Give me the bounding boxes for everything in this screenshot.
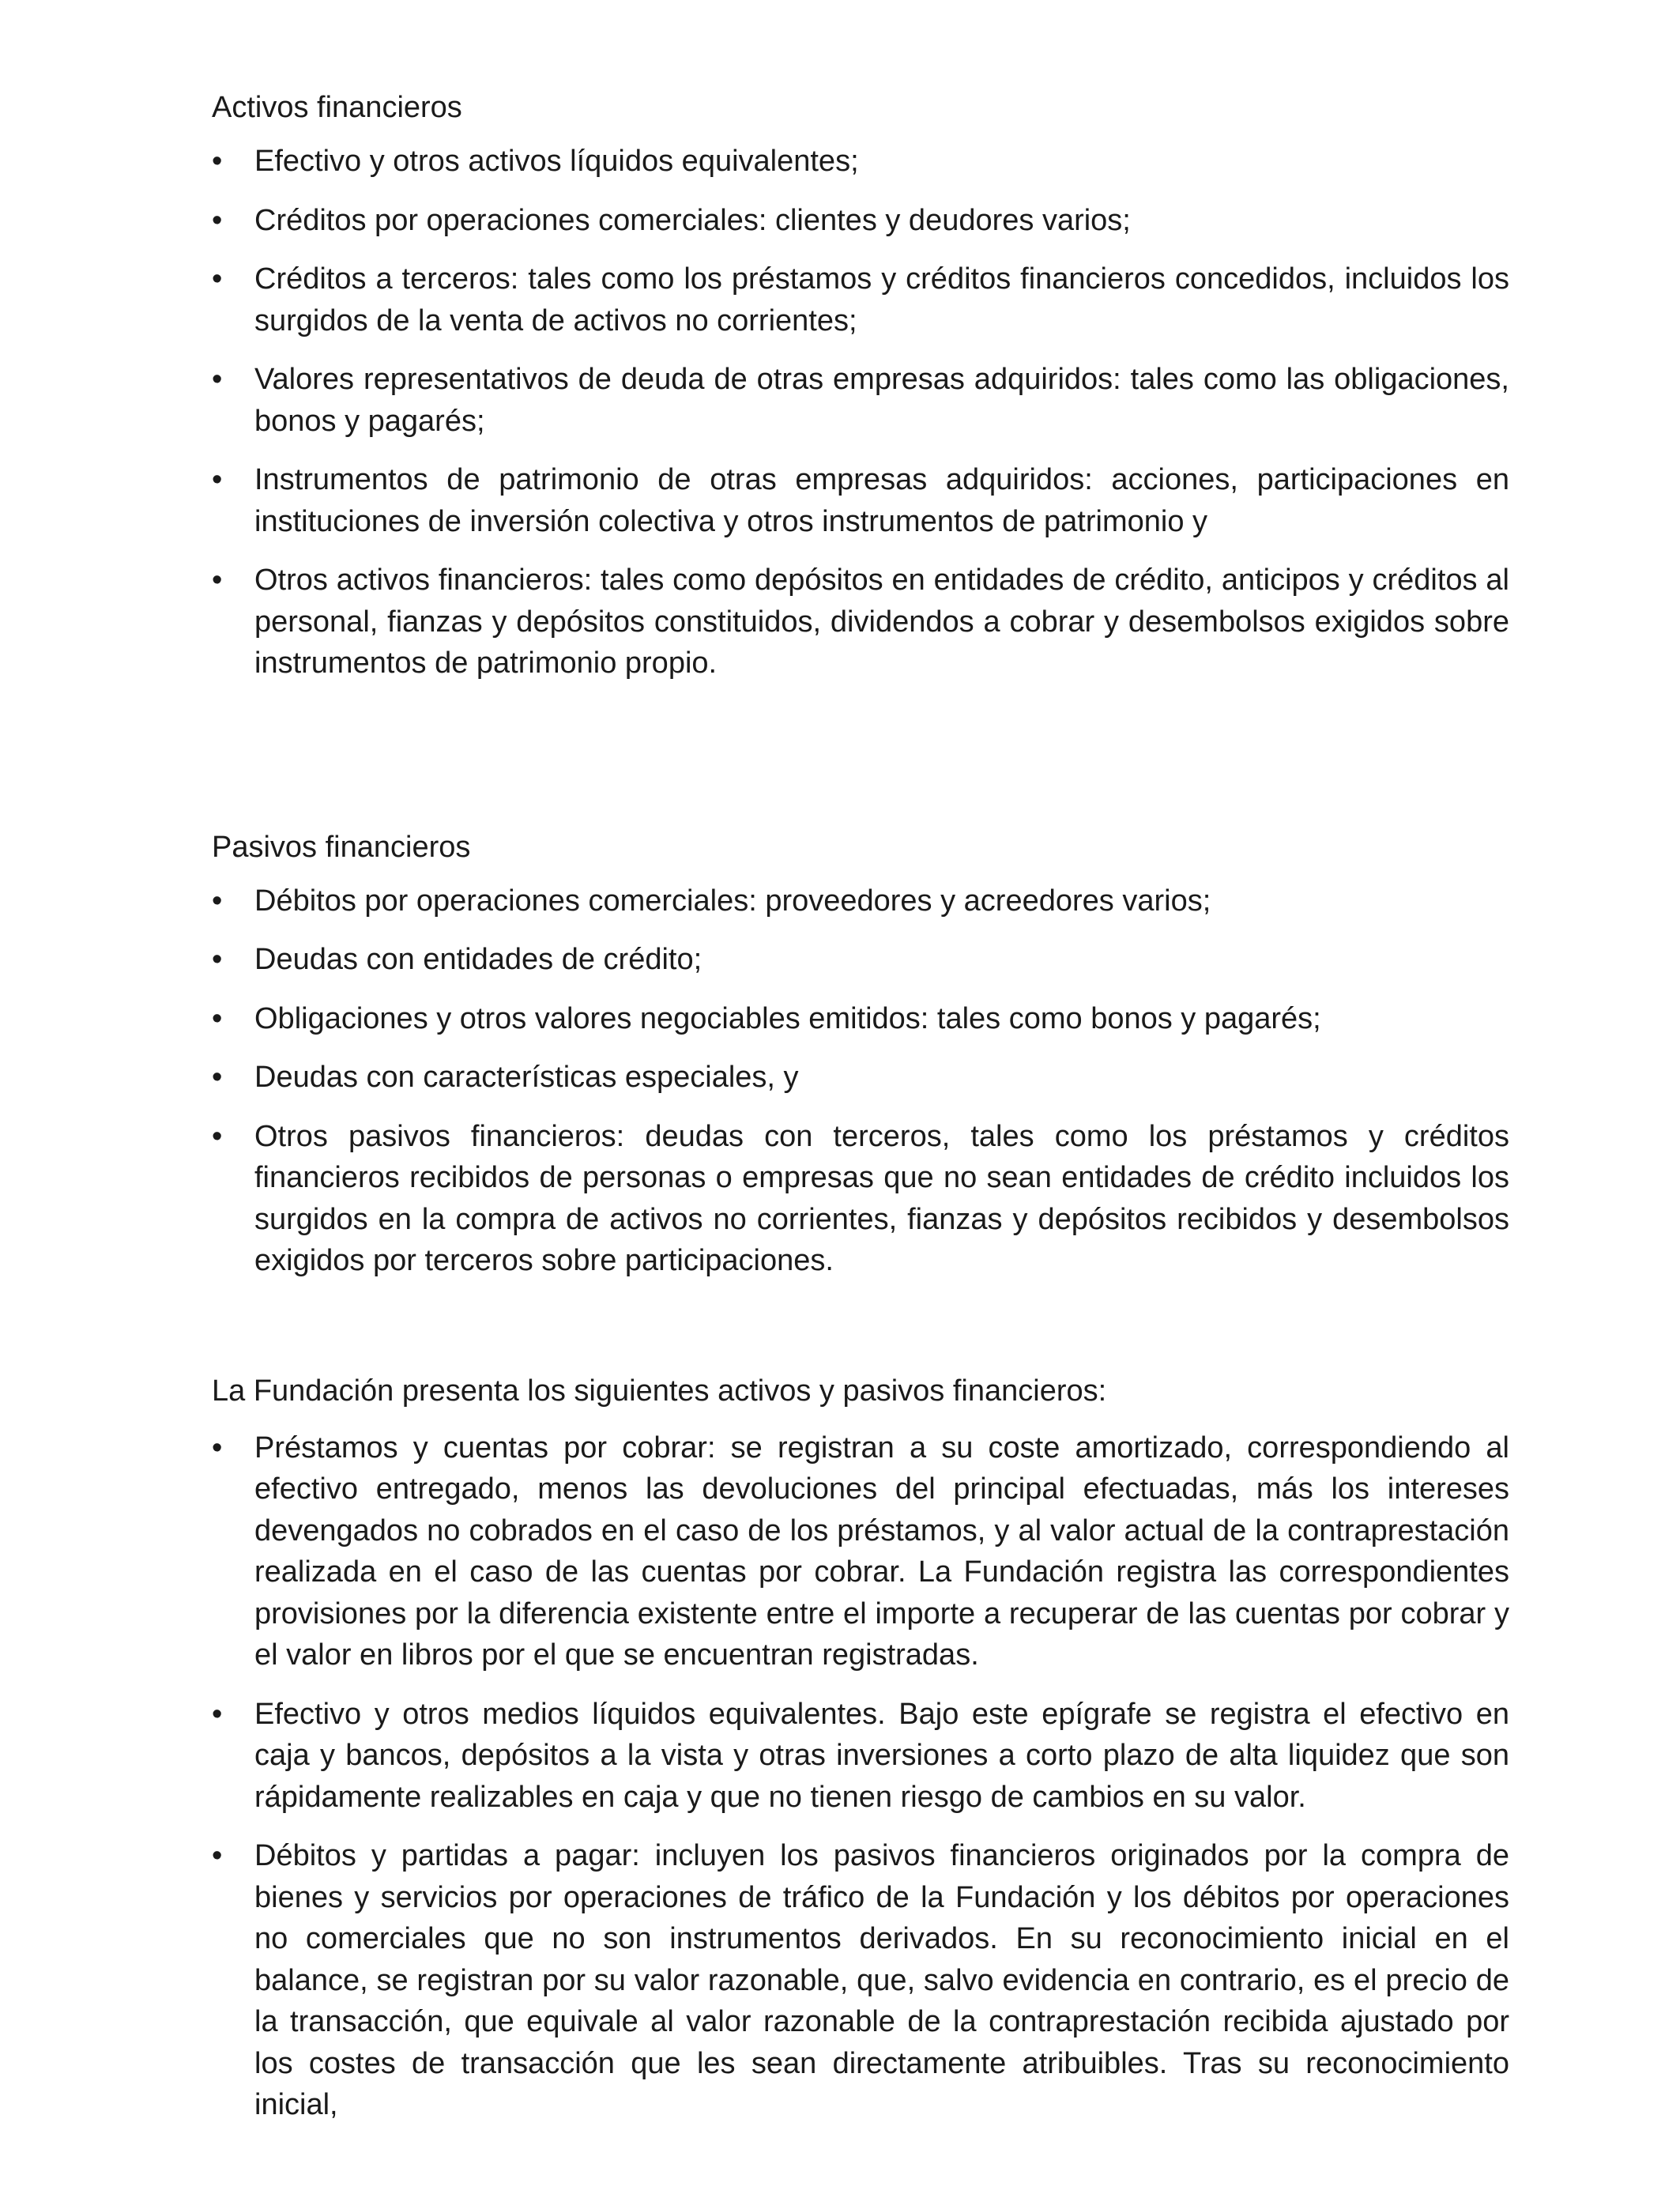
bullet-list [212, 141, 1509, 684]
bullet-icon: • [212, 1001, 223, 1035]
bullet-icon: • [212, 363, 223, 396]
section-heading: Activos financieros [212, 91, 462, 124]
list-item [212, 200, 1509, 242]
section-fundacion [212, 1370, 1509, 2126]
list-item-text: Efectivo y otros activos líquidos equivalentes; [254, 145, 859, 178]
bullet-icon: • [212, 463, 223, 496]
list-item-text: Débitos y partidas a pagar: incluyen los pasivos financieros originados por la compra de bienes y servicios por operaciones de tráfico de la Fundación y los débitos por operaciones no comerciales que no son instrumentos derivados. En su reconocimiento inicial en el balance, se registran por su valor razonable, que, salvo evidencia en contrario, es el precio de la transacción, que equivale al valor razonable de la contraprestación recibida ajustado por los costes de transacción que les sean directamente atribuibles. Tras su reconocimiento inicial, [254, 1839, 1509, 2121]
section-heading: Pasivos financieros [212, 830, 471, 864]
bullet-icon: • [212, 1697, 223, 1731]
bullet-icon: • [212, 145, 223, 178]
list-item-text: Deudas con entidades de crédito; [254, 943, 703, 976]
section-activos-financieros [212, 87, 1509, 684]
list-item [212, 1835, 1509, 2126]
bullet-icon: • [212, 564, 223, 597]
list-item [212, 1427, 1509, 1676]
section-pasivos-financieros [212, 827, 1509, 1282]
list-item-text: Otros activos financieros: tales como depósitos en entidades de crédito, anticipos y créditos al personal, fianzas y depósitos constituidos, dividendos a cobrar y desembolsos exigidos sobre instrumentos de patrimonio propio. [254, 564, 1509, 680]
list-item [212, 359, 1509, 442]
spacer [212, 1299, 1509, 1370]
list-item [212, 880, 1509, 922]
list-item [212, 1057, 1509, 1099]
list-item-text: Obligaciones y otros valores negociables emitidos: tales como bonos y pagarés; [254, 1001, 1321, 1035]
bullet-icon: • [212, 262, 223, 296]
list-item-text: Instrumentos de patrimonio de otras empresas adquiridos: acciones, participaciones en instituciones de inversión colectiva y otros instrumentos de patrimonio y [254, 463, 1509, 538]
list-item [212, 1694, 1509, 1819]
bullet-list [212, 1427, 1509, 2126]
bullet-icon: • [212, 943, 223, 976]
list-item [212, 1116, 1509, 1282]
bullet-list [212, 880, 1509, 1282]
list-item-text: Otros pasivos financieros: deudas con terceros, tales como los préstamos y créditos financieros recibidos de personas o empresas que no sean entidades de crédito incluidos los surgidos en la compra de activos no corrientes, fianzas y depósitos recibidos y desembolsos exigidos por terceros sobre participaciones. [254, 1119, 1509, 1277]
list-item [212, 998, 1509, 1040]
list-item [212, 141, 1509, 183]
bullet-icon: • [212, 1119, 223, 1153]
bullet-icon: • [212, 1839, 223, 1872]
list-item [212, 258, 1509, 341]
list-item [212, 560, 1509, 684]
list-item [212, 939, 1509, 981]
document-page [212, 87, 1509, 2143]
list-item-text: Créditos por operaciones comerciales: clientes y deudores varios; [254, 203, 1131, 237]
spacer [212, 702, 1509, 827]
bullet-icon: • [212, 1061, 223, 1094]
section-intro: La Fundación presenta los siguientes activos y pasivos financieros: [212, 1374, 1107, 1408]
bullet-icon: • [212, 884, 223, 918]
list-item-text: Débitos por operaciones comerciales: proveedores y acreedores varios; [254, 884, 1211, 918]
list-item-text: Préstamos y cuentas por cobrar: se registran a su coste amortizado, correspondiendo al efectivo entregado, menos las devoluciones del principal efectuadas, más los intereses devengados no cobrados en el caso de los préstamos, y al valor actual de la contraprestación realizada en el caso de las cuentas por cobrar. La Fundación registra las correspondientes provisiones por la diferencia existente entre el importe a recuperar de las cuentas por cobrar y el valor en libros por el que se encuentran registradas. [254, 1431, 1509, 1672]
list-item [212, 459, 1509, 542]
list-item-text: Valores representativos de deuda de otras empresas adquiridos: tales como las obligaciones, bonos y pagarés; [254, 363, 1509, 438]
list-item-text: Deudas con características especiales, y [254, 1061, 799, 1094]
list-item-text: Créditos a terceros: tales como los préstamos y créditos financieros concedidos, incluidos los surgidos de la venta de activos no corrientes; [254, 262, 1509, 337]
list-item-text: Efectivo y otros medios líquidos equivalentes. Bajo este epígrafe se registra el efectivo en caja y bancos, depósitos a la vista y otras inversiones a corto plazo de alta liquidez que son rápidamente realizables en caja y que no tienen riesgo de cambios en su valor. [254, 1697, 1509, 1814]
bullet-icon: • [212, 203, 223, 237]
bullet-icon: • [212, 1431, 223, 1465]
